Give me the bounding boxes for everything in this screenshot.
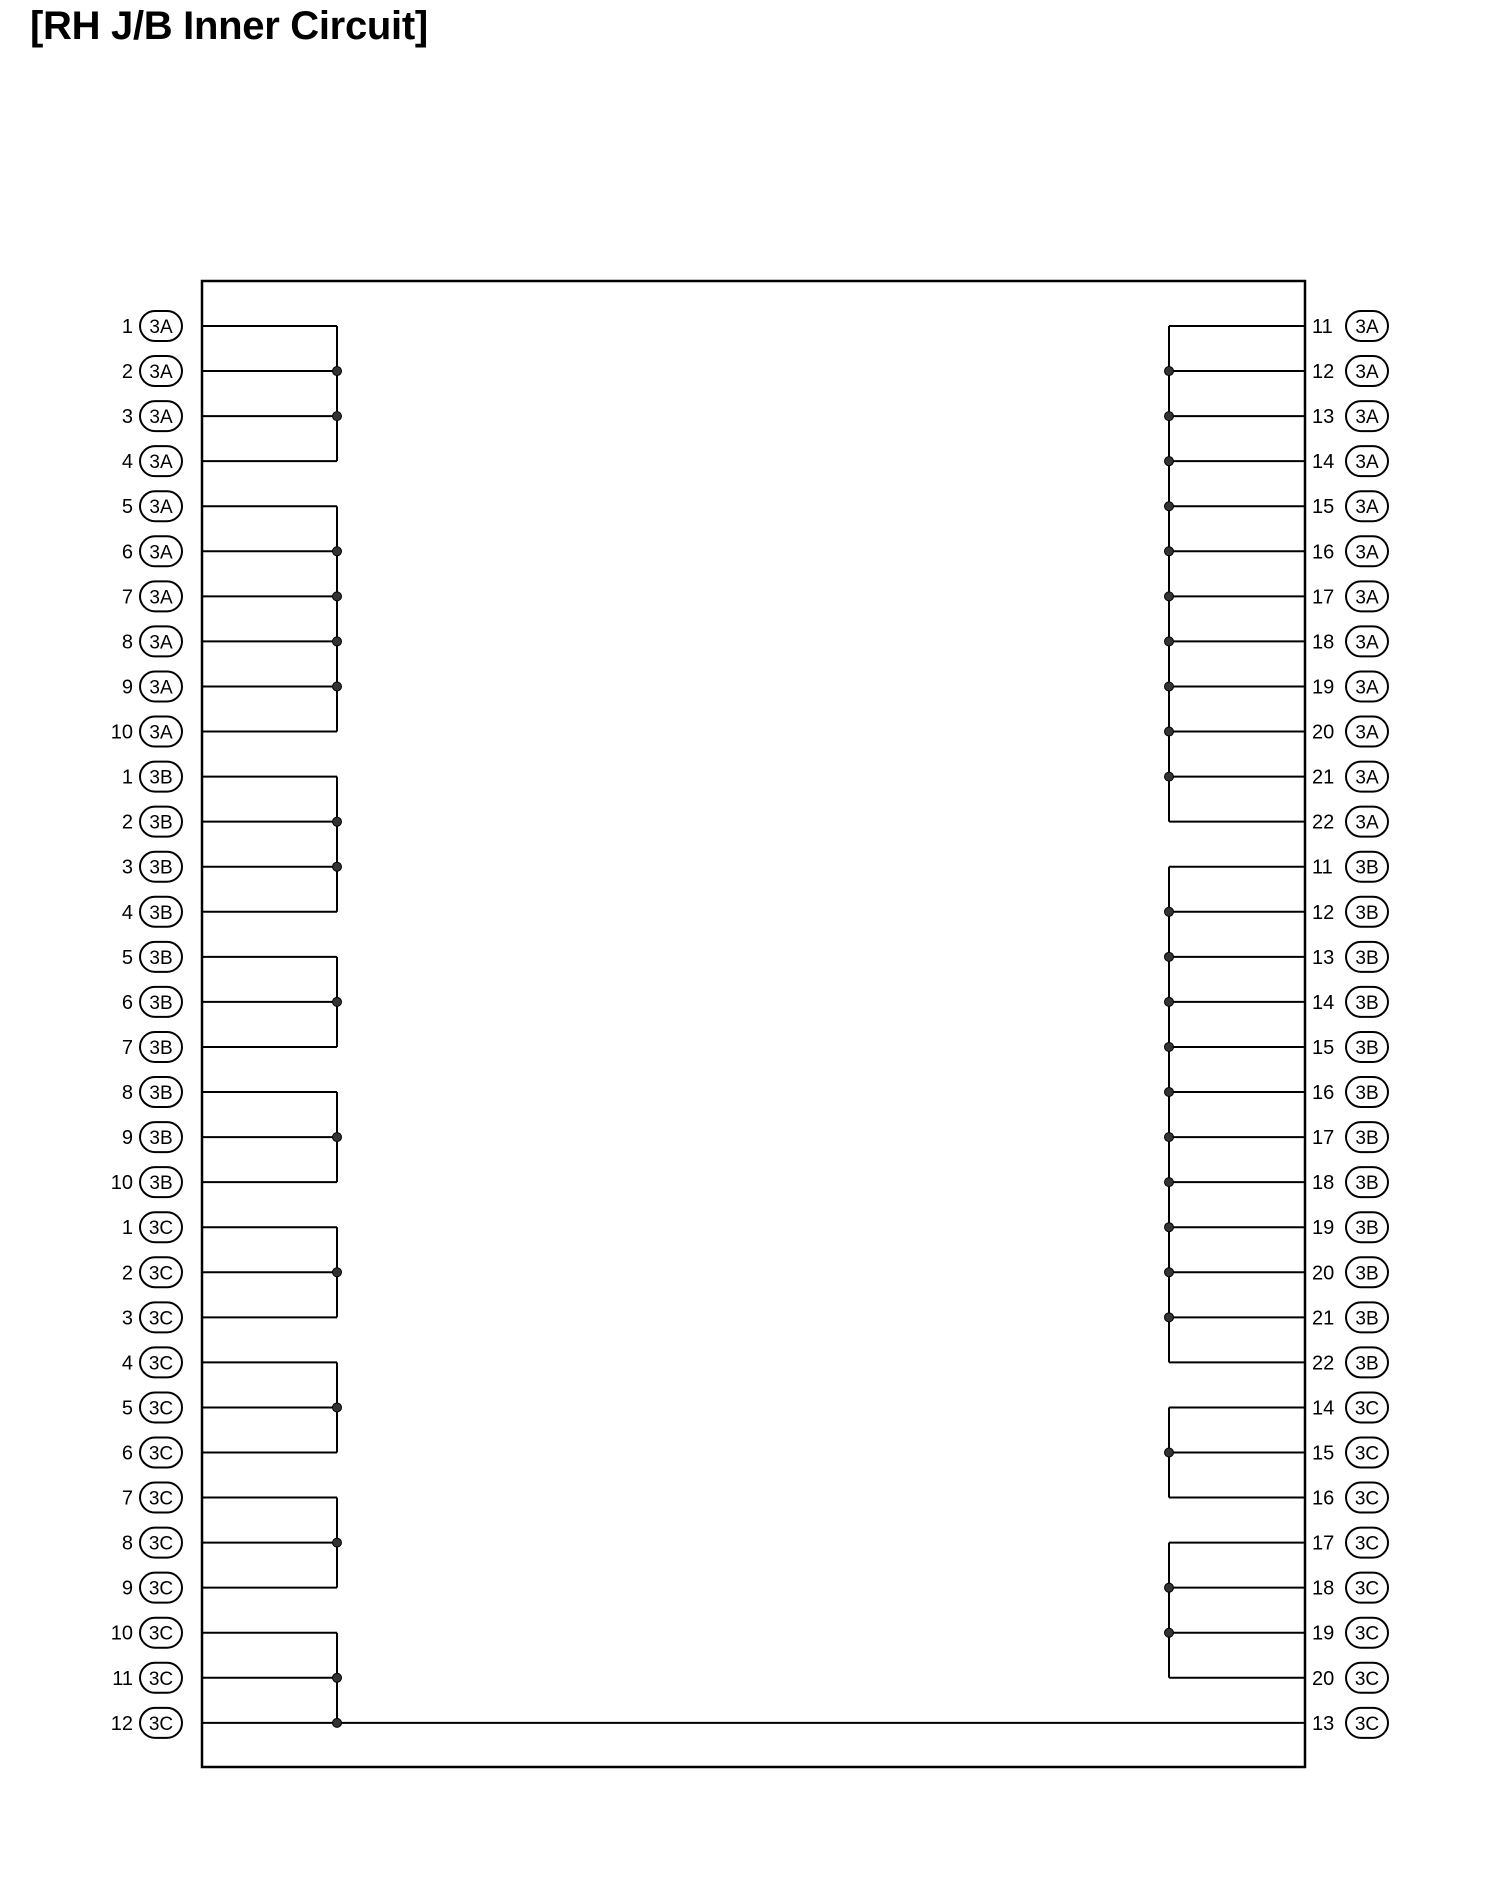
splice-junction-dot: [333, 367, 342, 376]
pin-number: 10: [110, 1172, 133, 1195]
right-pin-16-3c: [1312, 1483, 1388, 1513]
pin-number: 3: [121, 406, 133, 429]
left-pin-2-3b: [122, 807, 182, 837]
connector-code: 3A: [1355, 722, 1379, 744]
connector-code: 3C: [148, 1218, 174, 1240]
pin-number: 14: [1312, 451, 1335, 474]
left-pin-1-3b: [122, 762, 182, 792]
pin-number: 6: [121, 541, 133, 564]
left-pin-7-3b: [122, 1032, 182, 1062]
pin-number: 9: [121, 1577, 133, 1600]
splice-junction-dot: [1165, 502, 1174, 511]
right-splice-group-1: [1165, 326, 1306, 822]
right-splice-group-3: [1165, 1407, 1306, 1497]
splice-junction-dot: [1165, 1178, 1174, 1187]
pin-number: 22: [1312, 811, 1335, 834]
right-splice-group-4: [1165, 1543, 1306, 1678]
pin-number: 19: [1312, 676, 1335, 699]
connector-code: 3A: [1355, 812, 1379, 834]
connector-code: 3A: [1355, 362, 1379, 384]
connector-code: 3C: [148, 1308, 174, 1330]
pin-number: 6: [121, 991, 133, 1014]
connector-code: 3C: [1354, 1398, 1380, 1420]
connector-code: 3C: [1354, 1533, 1380, 1555]
connector-code: 3B: [149, 992, 173, 1014]
connector-code: 3B: [149, 1173, 173, 1195]
page-title: [RH J/B Inner Circuit]: [30, 4, 428, 48]
left-pin-9-3a: [122, 671, 182, 701]
connector-code: 3B: [1355, 1263, 1379, 1285]
pin-number: 4: [121, 901, 133, 924]
left-pin-6-3a: [122, 536, 182, 566]
left-pin-8-3a: [122, 626, 182, 656]
right-pin-15-3a: [1312, 491, 1388, 521]
left-splice-group-6: [202, 1227, 342, 1317]
splice-junction-dot: [1165, 592, 1174, 601]
pin-number: 11: [1312, 856, 1333, 879]
connector-code: 3C: [1354, 1443, 1380, 1465]
connector-code: 3A: [1355, 677, 1379, 699]
splice-junction-dot: [333, 637, 342, 646]
splice-junction-dot: [1165, 1223, 1174, 1232]
connector-code: 3A: [149, 677, 173, 699]
connector-code: 3C: [1354, 1623, 1380, 1645]
pin-number: 16: [1312, 1082, 1335, 1105]
splice-junction-dot: [1165, 1628, 1174, 1637]
pin-number: 9: [121, 1127, 133, 1150]
pin-number: 2: [121, 811, 133, 834]
right-pin-17-3c: [1312, 1528, 1388, 1558]
connector-code: 3B: [1355, 1173, 1379, 1195]
connector-code: 3B: [149, 1128, 173, 1150]
pin-number: 5: [121, 1397, 133, 1420]
left-pin-7-3c: [122, 1483, 182, 1513]
right-pin-17-3b: [1312, 1122, 1388, 1152]
right-pin-14-3c: [1312, 1392, 1388, 1422]
pin-number: 5: [121, 946, 133, 969]
pin-number: 11: [112, 1667, 133, 1690]
pin-number: 21: [1312, 1307, 1335, 1330]
pin-number: 9: [121, 676, 133, 699]
splice-junction-dot: [333, 592, 342, 601]
splice-junction-dot: [1165, 907, 1174, 916]
pin-number: 2: [121, 1262, 133, 1285]
pin-number: 7: [121, 586, 133, 609]
splice-junction-dot: [1165, 727, 1174, 736]
left-pin-4-3b: [122, 897, 182, 927]
right-pin-18-3a: [1312, 626, 1388, 656]
pin-number: 15: [1312, 1036, 1335, 1059]
pin-number: 15: [1312, 1442, 1335, 1465]
connector-code: 3A: [149, 362, 173, 384]
splice-junction-dot: [333, 1718, 342, 1727]
connector-code: 3B: [1355, 857, 1379, 879]
connector-code: 3B: [149, 857, 173, 879]
pin-number: 14: [1312, 1397, 1335, 1420]
connector-code: 3B: [1355, 947, 1379, 969]
pin-number: 21: [1312, 766, 1335, 789]
left-pin-10-3c: [111, 1618, 182, 1648]
left-pin-5-3c: [122, 1392, 182, 1422]
splice-junction-dot: [1165, 1268, 1174, 1277]
pin-number: 15: [1312, 496, 1335, 519]
connector-code: 3A: [1355, 767, 1379, 789]
left-pin-7-3a: [122, 581, 182, 611]
left-pin-5-3b: [122, 942, 182, 972]
pin-number: 13: [1312, 1712, 1335, 1735]
right-pin-18-3c: [1312, 1573, 1388, 1603]
connector-code: 3A: [149, 587, 173, 609]
right-pin-13-3b: [1312, 942, 1388, 972]
connector-code: 3A: [149, 722, 173, 744]
connector-code: 3B: [149, 1037, 173, 1059]
connector-code: 3A: [1355, 452, 1379, 474]
splice-junction-dot: [333, 412, 342, 421]
right-pin-21-3b: [1312, 1302, 1388, 1332]
splice-junction-dot: [1165, 1133, 1174, 1142]
pin-number: 1: [121, 766, 133, 789]
connector-code: 3B: [149, 1083, 173, 1105]
left-splice-group-2: [202, 506, 342, 731]
pin-number: 8: [121, 631, 133, 654]
pin-number: 4: [121, 1352, 133, 1375]
junction-block-outline: [202, 281, 1305, 1767]
pin-number: 17: [1312, 1532, 1335, 1555]
left-splice-group-9: [202, 1633, 1305, 1728]
connector-code: 3A: [149, 452, 173, 474]
right-pin-12-3b: [1312, 897, 1388, 927]
splice-junction-dot: [333, 1538, 342, 1547]
connector-code: 3A: [149, 632, 173, 654]
splice-junction-dot: [333, 1673, 342, 1682]
connector-code: 3B: [1355, 1083, 1379, 1105]
left-pin-2-3a: [122, 356, 182, 386]
right-pin-13-3a: [1312, 401, 1388, 431]
connector-code: 3A: [149, 542, 173, 564]
right-pin-11-3b: [1312, 852, 1388, 882]
connector-code: 3A: [149, 407, 173, 429]
left-pin-1-3a: [122, 311, 182, 341]
pin-number: 12: [110, 1712, 133, 1735]
connector-code: 3B: [1355, 992, 1379, 1014]
right-pin-19-3c: [1312, 1618, 1388, 1648]
pin-number: 18: [1312, 631, 1335, 654]
connector-code: 3C: [148, 1533, 174, 1555]
left-splice-group-3: [202, 777, 342, 912]
left-pin-10-3b: [111, 1167, 182, 1197]
splice-junction-dot: [1165, 682, 1174, 691]
connector-code: 3C: [148, 1263, 174, 1285]
pin-number: 12: [1312, 361, 1335, 384]
splice-junction-dot: [333, 682, 342, 691]
left-splice-group-7: [202, 1362, 342, 1452]
pin-number: 20: [1312, 1667, 1335, 1690]
connector-code: 3C: [148, 1713, 174, 1735]
connector-code: 3C: [1354, 1578, 1380, 1600]
connector-code: 3C: [148, 1443, 174, 1465]
splice-junction-dot: [1165, 772, 1174, 781]
left-splice-group-4: [202, 957, 342, 1047]
left-pin-3-3a: [122, 401, 182, 431]
pin-number: 1: [121, 1217, 133, 1240]
left-pin-10-3a: [111, 717, 182, 747]
right-pin-11-3a: [1312, 311, 1388, 341]
pin-number: 17: [1312, 586, 1335, 609]
left-pin-4-3a: [122, 446, 182, 476]
pin-number: 4: [121, 451, 133, 474]
right-pin-13-3c: [1312, 1708, 1388, 1738]
left-pin-3-3b: [122, 852, 182, 882]
connector-code: 3C: [1354, 1668, 1380, 1690]
splice-junction-dot: [1165, 952, 1174, 961]
connector-code: 3A: [1355, 317, 1379, 338]
connector-code: 3C: [1354, 1713, 1380, 1735]
pin-number: 13: [1312, 946, 1335, 969]
left-pin-8-3c: [122, 1528, 182, 1558]
pin-number: 19: [1312, 1622, 1335, 1645]
connector-code: 3B: [149, 902, 173, 924]
left-pin-4-3c: [122, 1347, 182, 1377]
pin-number: 14: [1312, 991, 1335, 1014]
splice-junction-dot: [1165, 1448, 1174, 1457]
pin-number: 2: [121, 361, 133, 384]
right-pin-18-3b: [1312, 1167, 1388, 1197]
left-pin-6-3b: [122, 987, 182, 1017]
pin-number: 19: [1312, 1217, 1335, 1240]
connector-code: 3C: [148, 1668, 174, 1690]
right-pin-22-3a: [1312, 807, 1388, 837]
right-pin-15-3b: [1312, 1032, 1388, 1062]
pin-number: 7: [121, 1036, 133, 1059]
splice-junction-dot: [333, 1403, 342, 1412]
connector-code: 3C: [1354, 1488, 1380, 1510]
left-pin-1-3c: [122, 1212, 182, 1242]
left-pin-5-3a: [122, 491, 182, 521]
connector-code: 3C: [148, 1623, 174, 1645]
pin-number: 1: [121, 316, 133, 338]
connector-code: 3A: [1355, 542, 1379, 564]
pin-number: 5: [121, 496, 133, 519]
left-pin-11-3c: [112, 1663, 182, 1693]
right-pin-14-3a: [1312, 446, 1388, 476]
splice-junction-dot: [1165, 637, 1174, 646]
right-pin-20-3a: [1312, 717, 1388, 747]
right-pin-20-3b: [1312, 1257, 1388, 1287]
left-splice-group-5: [202, 1092, 342, 1182]
pin-number: 18: [1312, 1577, 1335, 1600]
left-pin-2-3c: [122, 1257, 182, 1287]
pin-number: 6: [121, 1442, 133, 1465]
splice-junction-dot: [333, 817, 342, 826]
pin-number: 8: [121, 1082, 133, 1105]
connector-code: 3B: [149, 947, 173, 969]
connector-code: 3B: [149, 812, 173, 834]
left-pin-12-3c: [111, 1708, 182, 1738]
splice-junction-dot: [1165, 367, 1174, 376]
splice-junction-dot: [1165, 1583, 1174, 1592]
left-pin-3-3c: [122, 1302, 182, 1332]
left-pin-8-3b: [122, 1077, 182, 1107]
connector-code: 3B: [1355, 1218, 1379, 1240]
connector-code: 3B: [1355, 1128, 1379, 1150]
connector-code: 3B: [149, 767, 173, 789]
connector-code: 3A: [149, 497, 173, 519]
connector-code: 3A: [1355, 632, 1379, 654]
splice-junction-dot: [1165, 412, 1174, 421]
right-splice-group-2: [1165, 867, 1306, 1363]
connector-code: 3C: [148, 1488, 174, 1510]
right-pin-21-3a: [1312, 762, 1388, 792]
splice-junction-dot: [333, 1133, 342, 1142]
connector-code: 3C: [148, 1398, 174, 1420]
splice-junction-dot: [1165, 997, 1174, 1006]
connector-code: 3A: [1355, 587, 1379, 609]
right-pin-17-3a: [1312, 581, 1388, 611]
connector-code: 3A: [149, 317, 173, 338]
connector-code: 3B: [1355, 902, 1379, 924]
right-pin-19-3b: [1312, 1212, 1388, 1242]
left-pin-9-3c: [122, 1573, 182, 1603]
pin-number: 3: [121, 856, 133, 879]
pin-number: 10: [110, 721, 133, 744]
pin-number: 10: [110, 1622, 133, 1645]
splice-junction-dot: [333, 862, 342, 871]
splice-junction-dot: [1165, 1088, 1174, 1097]
splice-junction-dot: [333, 997, 342, 1006]
pin-number: 8: [121, 1532, 133, 1555]
right-pin-19-3a: [1312, 671, 1388, 701]
right-pin-12-3a: [1312, 356, 1388, 386]
right-pin-16-3a: [1312, 536, 1388, 566]
connector-code: 3C: [148, 1578, 174, 1600]
connector-code: 3B: [1355, 1037, 1379, 1059]
connector-code: 3A: [1355, 407, 1379, 429]
pin-number: 12: [1312, 901, 1335, 924]
left-splice-group-1: [202, 326, 342, 461]
splice-junction-dot: [333, 547, 342, 556]
right-pin-22-3b: [1312, 1347, 1388, 1377]
right-pin-20-3c: [1312, 1663, 1388, 1693]
right-pin-15-3c: [1312, 1438, 1388, 1468]
connector-code: 3A: [1355, 497, 1379, 519]
pin-number: 7: [121, 1487, 133, 1510]
pin-number: 18: [1312, 1172, 1335, 1195]
connector-code: 3B: [1355, 1308, 1379, 1330]
left-splice-group-8: [202, 1498, 342, 1588]
left-pin-6-3c: [122, 1438, 182, 1468]
pin-number: 17: [1312, 1127, 1335, 1150]
splice-junction-dot: [1165, 457, 1174, 466]
connector-code: 3C: [148, 1353, 174, 1375]
splice-junction-dot: [333, 1268, 342, 1277]
connector-code: 3B: [1355, 1353, 1379, 1375]
pin-number: 22: [1312, 1352, 1335, 1375]
splice-junction-dot: [1165, 1042, 1174, 1051]
pin-number: 16: [1312, 1487, 1335, 1510]
pin-number: 3: [121, 1307, 133, 1330]
splice-junction-dot: [1165, 1313, 1174, 1322]
pin-number: 20: [1312, 721, 1335, 744]
pin-number: 11: [1312, 316, 1333, 338]
right-pin-16-3b: [1312, 1077, 1388, 1107]
pin-number: 20: [1312, 1262, 1335, 1285]
splice-junction-dot: [1165, 547, 1174, 556]
pin-number: 16: [1312, 541, 1335, 564]
left-pin-9-3b: [122, 1122, 182, 1152]
right-pin-14-3b: [1312, 987, 1388, 1017]
pin-number: 13: [1312, 406, 1335, 429]
